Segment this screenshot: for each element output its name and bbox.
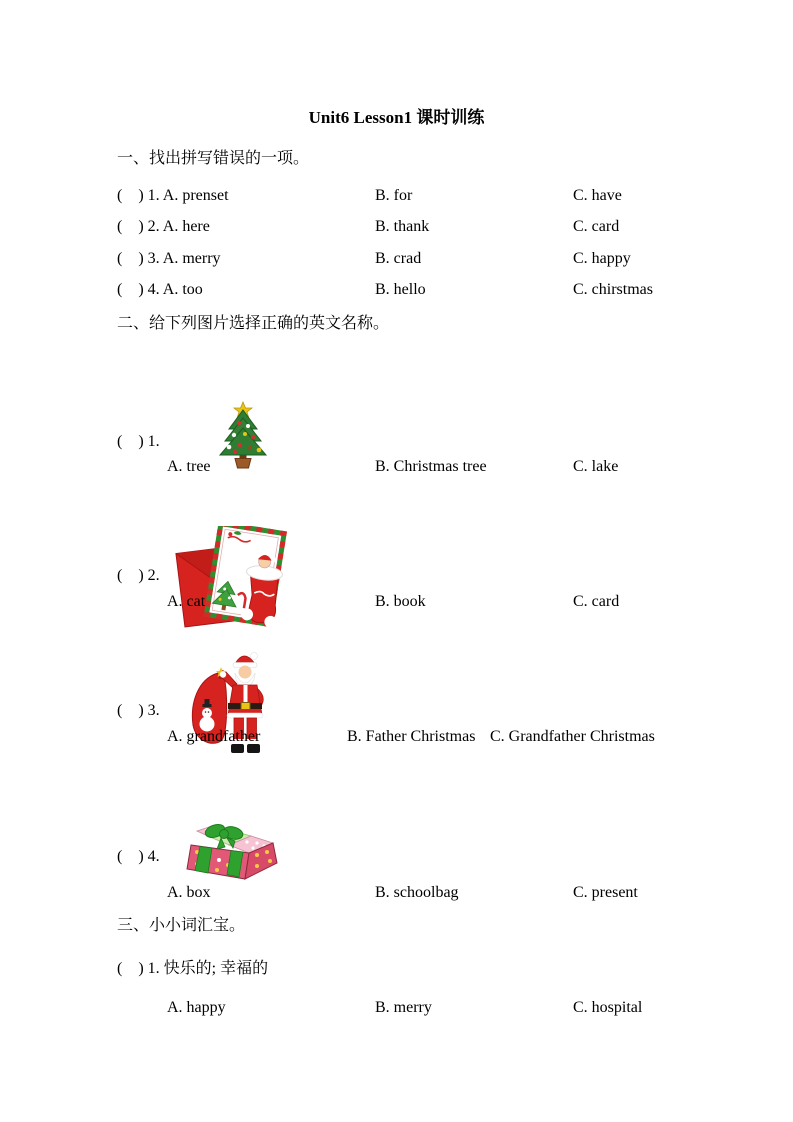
s1-row2-option-b: B. thank <box>375 218 430 235</box>
s2-q4-option-b: B. schoolbag <box>375 884 459 901</box>
s2-q2-option-b: B. book <box>375 593 426 610</box>
s2-q1-option-a: A. tree <box>167 458 211 475</box>
section1-heading: 一、找出拼写错误的一项。 <box>117 150 310 167</box>
s3-q1-option-a: A. happy <box>167 999 226 1016</box>
s2-q4-option-a: A. box <box>167 884 211 901</box>
s1-row1-option-b: B. for <box>375 187 413 204</box>
s1-row3-option-c: C. happy <box>573 250 631 267</box>
s1-row2-option-c: C. card <box>573 218 620 235</box>
section2-heading: 二、给下列图片选择正确的英文名称。 <box>117 315 390 332</box>
s2-q1-option-b: B. Christmas tree <box>375 458 487 475</box>
s1-row4-option-b: B. hello <box>375 281 426 298</box>
s2-q2-number: ( ) 2. <box>117 567 160 584</box>
s2-q1-option-c: C. lake <box>573 458 619 475</box>
s2-q4-number: ( ) 4. <box>117 848 160 865</box>
s2-q3-option-a: A. grandfather <box>167 728 261 745</box>
s1-row2-lead: ( ) 2. A. here <box>117 218 210 235</box>
s2-q4-option-c: C. present <box>573 884 638 901</box>
s3-q1-option-b: B. merry <box>375 999 432 1016</box>
s1-row4-lead: ( ) 4. A. too <box>117 281 203 298</box>
s1-row4-option-c: C. chirstmas <box>573 281 653 298</box>
s1-row3-option-b: B. crad <box>375 250 422 267</box>
s3-q1-number: ( ) 1. 快乐的; 幸福的 <box>117 960 269 977</box>
page-title: Unit6 Lesson1 课时训练 <box>308 108 485 127</box>
s3-q1-option-c: C. hospital <box>573 999 643 1016</box>
present-box-image <box>183 779 281 925</box>
s2-q3-option-b: B. Father Christmas <box>347 728 476 745</box>
s1-row1-option-c: C. have <box>573 187 622 204</box>
s1-row1-lead: ( ) 1. A. prenset <box>117 187 229 204</box>
s2-q3-number: ( ) 3. <box>117 702 160 719</box>
section3-heading: 三、小小词汇宝。 <box>117 917 246 934</box>
s2-q2-option-c: C. card <box>573 593 620 610</box>
s2-q3-option-c: C. Grandfather Christmas <box>490 728 655 745</box>
s2-q2-option-a: A. cat <box>167 593 206 610</box>
father-christmas-image <box>188 611 266 799</box>
s2-q1-number: ( ) 1. <box>117 433 160 450</box>
s1-row3-lead: ( ) 3. A. merry <box>117 250 221 267</box>
